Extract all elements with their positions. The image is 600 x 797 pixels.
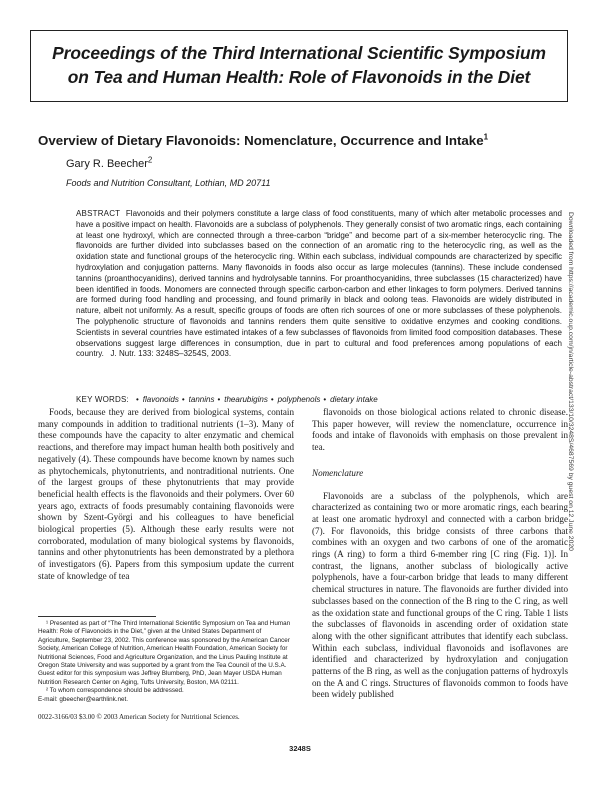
body-paragraph: Flavonoids are a subclass of the polyphenols, which are characterized as containing two or more aromatic rings, each bearing at least one aromatic hydroxyl and connected with a carbon bridge (7). For flavonoids, this bridge consists of three carbons that combines with an oxygen and two carbons of one of the aromatic rings (A ring) to form a third 6-member ring [C ring (Fig. 1)]. In contrast, the lignans, another subclass of biologically active polyphenols, have a four-carbon bridge that leads to many different chemical structures in nature. The flavonoids are further divided into subclasses based on the connection of the B ring to the C ring, as well as the oxidation state and functional groups of the C ring. Table 1 lists the subclasses of flavonoids in ascending order of oxidation state along with the other significant attributes that identify each subclass. Within each subclass, individual flavonoids and isoflavones are identified and characterized by hydroxylation and conjugation patterns of the B ring, as well as the conjugation patterns of hydroxyls on the A and C rings. Structures of flavonoids common to foods have been widely published bbox=[312, 490, 568, 700]
footnote-2: ² To whom correspondence should be addressed. bbox=[46, 687, 184, 695]
keyword-item: • thearubigins bbox=[214, 395, 267, 404]
author bbox=[66, 157, 152, 171]
abstract bbox=[76, 209, 562, 360]
body-paragraph: Foods, because they are derived from biological systems, contain many compounds in addition to traditional nutrients (1–3). Many of these compounds have the capacity to alter enzymatic and chemical reactions, and therefore may impact human health both positively and negatively (4). These compounds have become known by names such as phytochemicals, phytonutrients, and nontraditional nutrients. One of the largest groups of these phytonutrients that may provide beneficial health effects is the flavonoids and their polymers. Over 60 years ago, extracts of foods presumably containing flavonoids were shown by Szent-Györgi and his colleagues to have beneficial biological properties (5). Although these early results were not corroborated, modulation of many biological systems by flavonoids, tannins and other phytonutrients has been demonstrated by a plethora of investigators (6). Papers from this symposium update the current state of knowledge of tea bbox=[38, 407, 294, 581]
symposium-title-line-1: Proceedings of the Third International Scientific Symposium bbox=[52, 43, 546, 63]
symposium-title-line-2: on Tea and Human Health: Role of Flavonoids in the Diet bbox=[67, 67, 531, 87]
author-footnote-marker: 2 bbox=[147, 155, 153, 165]
abstract-citation: J. Nutr. 133: 3248S–3254S, 2003. bbox=[110, 349, 232, 359]
issn-copyright-line: 0022-3166/03 $3.00 © 2003 American Society for Nutritional Sciences. bbox=[38, 713, 240, 721]
keywords-label: KEY WORDS: bbox=[76, 395, 129, 404]
title-footnote-marker: 1 bbox=[483, 132, 489, 142]
keyword-item: • flavonoids bbox=[133, 395, 179, 404]
author-name: Gary R. Beecher bbox=[66, 158, 148, 170]
keyword-item: • polyphenols bbox=[268, 395, 321, 404]
keywords bbox=[76, 394, 562, 405]
article-title bbox=[38, 133, 488, 149]
keyword-list bbox=[133, 395, 378, 404]
article-title-text: Overview of Dietary Flavonoids: Nomenclature, Occurrence and Intake bbox=[38, 133, 484, 148]
download-watermark-text: Downloaded from https://academic.oup.com/jn/article-abstract/133/10/3248S/4687569 by guest on 12 June 2020 bbox=[567, 212, 574, 551]
footnote-rule bbox=[38, 616, 156, 617]
page-number: 3248S bbox=[289, 744, 311, 753]
symposium-title bbox=[31, 41, 567, 89]
body-paragraph: flavonoids on those biological actions related to chronic disease. This paper however, will review the nomenclature, occurrence in foods and intake of flavonoids with emphasis on those prevalent in tea. bbox=[312, 407, 568, 453]
keyword-item: • tannins bbox=[179, 395, 215, 404]
footnotes bbox=[38, 620, 294, 704]
abstract-text: Flavonoids and their polymers constitute a large class of food constituents, many of which alter metabolic processes and have a positive impact on health. Flavonoids are a subclass of polyphenols. They generally consist of two aromatic rings, each containing at least one hydroxyl, which are connected through a three-carbon “bridge” and become part of a six-member heterocyclic ring. The flavonoids are further divided into subclasses based on the connection of an aromatic ring to the heterocyclic ring, as well as the oxidation state and functional groups of the heterocyclic ring. Within each subclass, individual compounds are characterized by specific hydroxylation and conjugation patterns. Many flavonoids in foods also occur as large molecules (tannins). These include condensed tannins (proanthocyanidins), derived tannins and hydrolysable tannins. For proanthocyanidins, three subclasses (15 characterized) have been identified in foods. Monomers are connected through specific carbon-carbon and ether linkages to form polymers. Derived tannins are formed during food handling and processing, and found primarily in black and oolong teas. Flavonoids are widely distributed in nature, albeit not uniformly. As a result, specific groups of foods are often rich sources of one or more subclasses of these polyphenols. The polyphenolic structure of flavonoids and tannins renders them quite sensitive to oxidative enzymes and cooking conditions. Scientists in several countries have estimated intakes of a few subclasses of flavonoids from limited food composition databases. These observations suggest large differences in consumption, due in part to cultural and food preferences among populations of each country. bbox=[76, 209, 562, 359]
correspondence-email: E-mail: gbeecher@earthlink.net. bbox=[38, 695, 129, 703]
symposium-banner bbox=[30, 30, 568, 102]
body-column-left bbox=[38, 407, 294, 583]
keyword-item: • dietary intake bbox=[320, 395, 377, 404]
author-affiliation: Foods and Nutrition Consultant, Lothian, MD 20711 bbox=[66, 178, 271, 188]
abstract-label: ABSTRACT bbox=[76, 209, 121, 218]
body-column-right bbox=[312, 407, 568, 701]
footnote-1: ¹ Presented as part of “The Third International Scientific Symposium on Tea and Human Health: Role of Flavonoids in the Diet,” given at the United States Department of Agriculture, September 23, 2002. This conference was sponsored by the American Cancer Society, American College of Nutrition, American Health Foundation, American Society for Nutritional Sciences, Food and Agriculture Organization, and the Linus Pauling Institute at Oregon State University and was supported by a grant from the Tea Council of the U.S.A. Guest editor for this symposium was Jeffrey Blumberg, PhD, Jean Mayer USDA Human Nutrition Research Center on Aging, Tufts University, Boston, MA 02111. bbox=[38, 620, 291, 686]
section-heading-nomenclature: Nomenclature bbox=[312, 467, 364, 478]
